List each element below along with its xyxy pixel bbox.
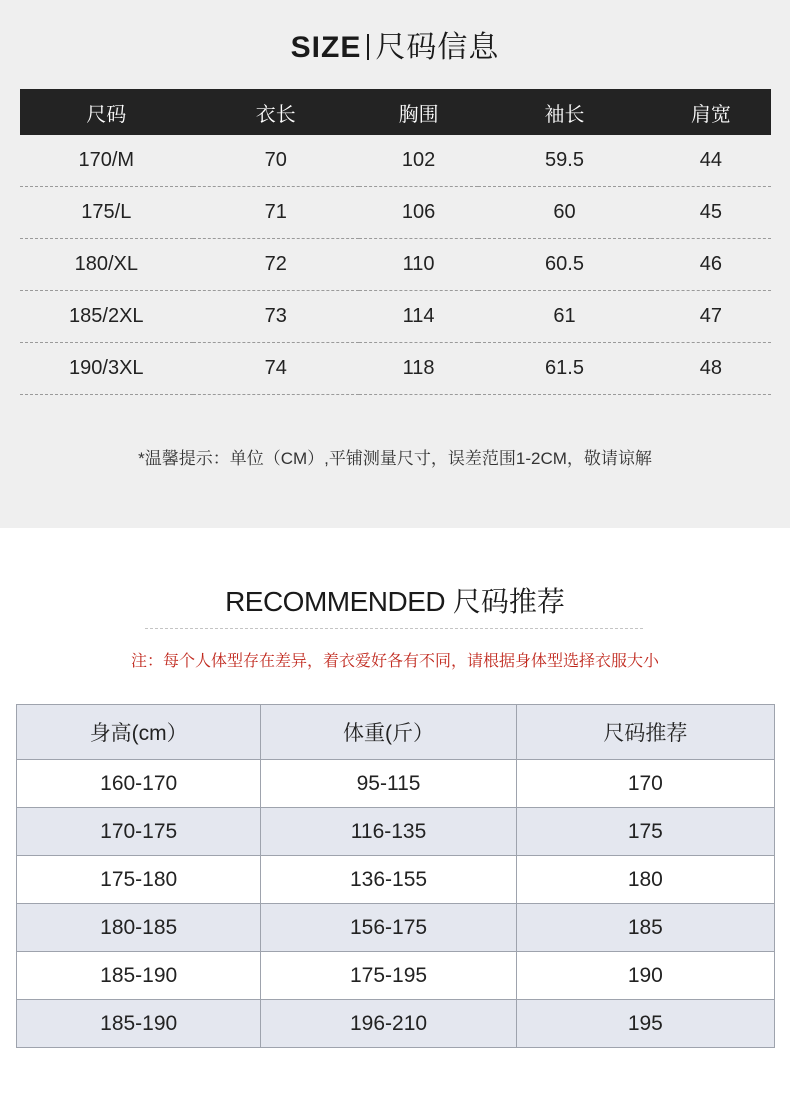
- recommend-title: [0, 580, 790, 620]
- size-title-cn: 尺码信息: [375, 31, 500, 64]
- size-table: [20, 89, 771, 395]
- size-cell: 70: [193, 135, 359, 187]
- recommend-header-row: [17, 705, 775, 760]
- size-header-cell: 肩宽: [651, 89, 771, 135]
- recommend-cell: 195: [516, 1000, 774, 1048]
- size-cell: 60.5: [478, 239, 651, 291]
- table-row: [20, 291, 771, 343]
- recommend-table: [16, 704, 775, 1048]
- recommend-header-cell: 体重(斤）: [261, 705, 516, 760]
- size-cell: 61.5: [478, 343, 651, 395]
- size-info-title: [0, 22, 790, 66]
- size-cell: 74: [193, 343, 359, 395]
- size-cell: 47: [651, 291, 771, 343]
- table-row: [17, 760, 775, 808]
- table-row: [20, 187, 771, 239]
- recommend-cell: 185: [516, 904, 774, 952]
- size-cell: 71: [193, 187, 359, 239]
- size-header-cell: 袖长: [478, 89, 651, 135]
- recommend-cell: 175-180: [17, 856, 261, 904]
- recommend-cell: 175: [516, 808, 774, 856]
- recommend-cell: 136-155: [261, 856, 516, 904]
- size-cell: 48: [651, 343, 771, 395]
- recommend-cell: 180-185: [17, 904, 261, 952]
- size-cell: 106: [359, 187, 478, 239]
- recommend-title-en: RECOMMENDED: [225, 586, 446, 617]
- size-cell: 59.5: [478, 135, 651, 187]
- recommend-title-cn: 尺码推荐: [452, 586, 565, 617]
- recommend-cell: 160-170: [17, 760, 261, 808]
- size-cell: 110: [359, 239, 478, 291]
- recommend-cell: 196-210: [261, 1000, 516, 1048]
- size-cell: 72: [193, 239, 359, 291]
- recommend-note: 注：每个人体型存在差异，着衣爱好各有不同，请根据身体型选择衣服大小: [130, 653, 659, 670]
- size-title-en: SIZE: [290, 31, 362, 64]
- recommend-cell: 185-190: [17, 952, 261, 1000]
- size-cell: 170/M: [20, 135, 193, 187]
- size-cell: 118: [359, 343, 478, 395]
- size-cell: 175/L: [20, 187, 193, 239]
- table-row: [17, 952, 775, 1000]
- table-row: [20, 343, 771, 395]
- table-row: [17, 1000, 775, 1048]
- recommend-cell: 116-135: [261, 808, 516, 856]
- recommend-cell: 185-190: [17, 1000, 261, 1048]
- size-header-cell: 衣长: [193, 89, 359, 135]
- recommend-cell: 190: [516, 952, 774, 1000]
- size-cell: 73: [193, 291, 359, 343]
- size-cell: 60: [478, 187, 651, 239]
- measurement-tip: *温馨提示：单位（CM）,平铺测量尺寸，误差范围1-2CM，敬请谅解: [138, 449, 652, 468]
- recommend-cell: 170: [516, 760, 774, 808]
- size-cell: 185/2XL: [20, 291, 193, 343]
- size-cell: 44: [651, 135, 771, 187]
- recommend-cell: 95-115: [261, 760, 516, 808]
- size-header-cell: 胸围: [359, 89, 478, 135]
- size-header-cell: 尺码: [20, 89, 193, 135]
- size-cell: 180/XL: [20, 239, 193, 291]
- size-cell: 45: [651, 187, 771, 239]
- table-row: [17, 856, 775, 904]
- recommend-cell: 175-195: [261, 952, 516, 1000]
- title-separator: [367, 34, 369, 60]
- size-cell: 46: [651, 239, 771, 291]
- dashed-divider: [145, 628, 643, 629]
- table-row: [17, 904, 775, 952]
- size-cell: 190/3XL: [20, 343, 193, 395]
- recommend-cell: 180: [516, 856, 774, 904]
- size-cell: 114: [359, 291, 478, 343]
- table-row: [20, 135, 771, 187]
- size-cell: 61: [478, 291, 651, 343]
- size-cell: 102: [359, 135, 478, 187]
- recommend-cell: 170-175: [17, 808, 261, 856]
- table-row: [20, 239, 771, 291]
- recommend-header-cell: 身高(cm）: [17, 705, 261, 760]
- size-table-header-row: [20, 89, 771, 135]
- recommend-header-cell: 尺码推荐: [516, 705, 774, 760]
- table-row: [17, 808, 775, 856]
- recommend-cell: 156-175: [261, 904, 516, 952]
